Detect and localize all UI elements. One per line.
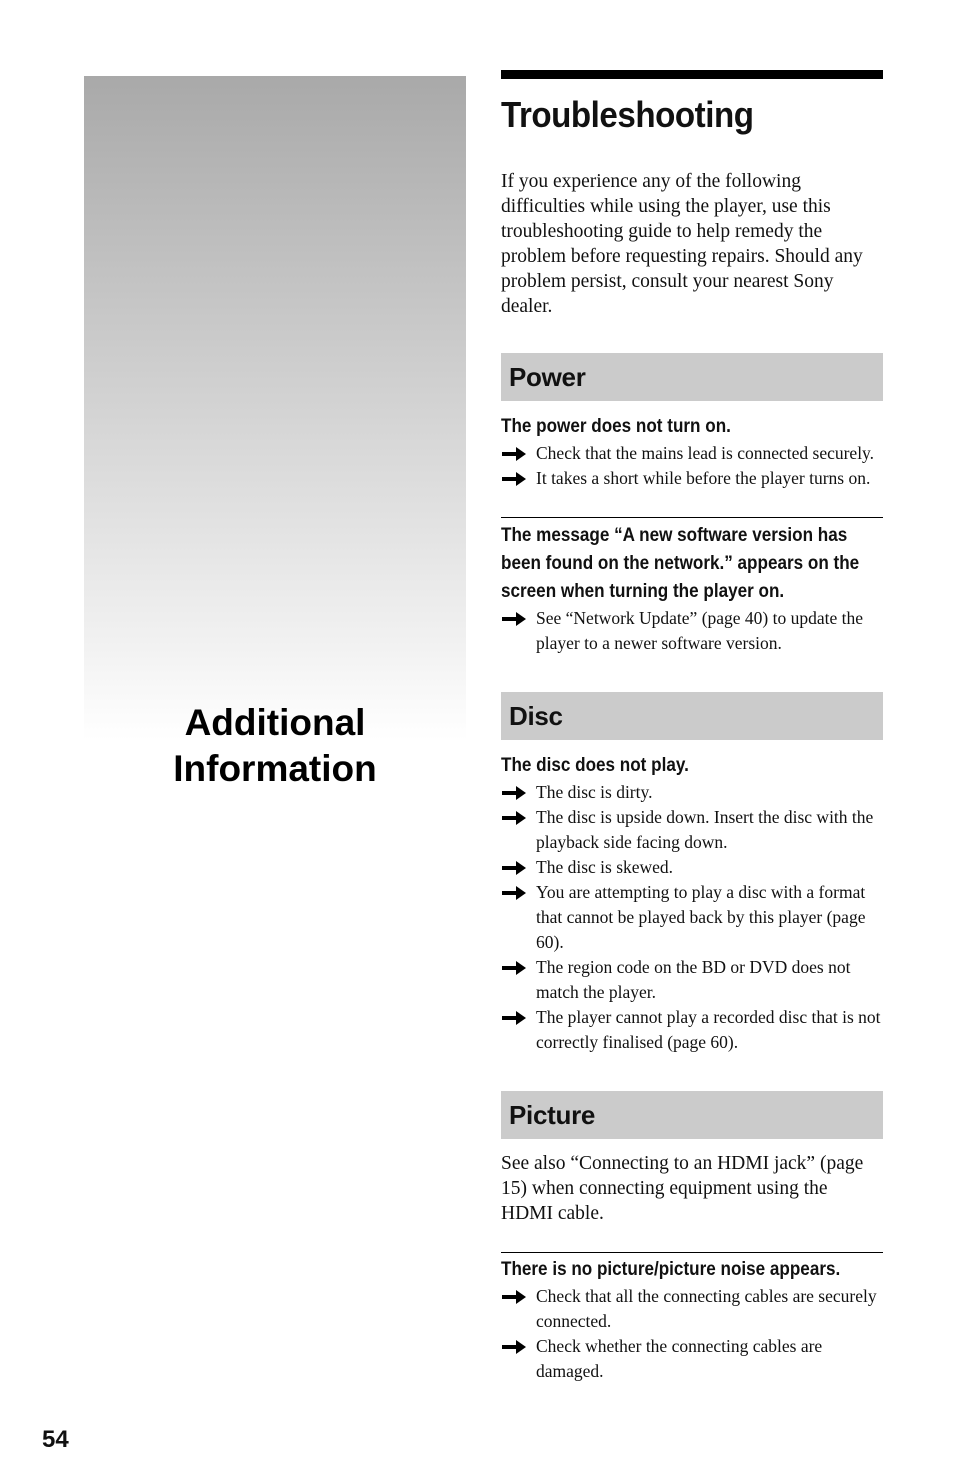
section-title-line-1: Additional: [184, 702, 366, 743]
page-title: Troubleshooting: [501, 94, 754, 135]
item-text: See “Network Update” (page 40) to update the player to a newer software version.: [536, 608, 864, 653]
list-item: [501, 441, 883, 466]
item-text: The disc is dirty.: [536, 782, 653, 802]
title-rule: [501, 70, 883, 79]
arrow-right-icon: [501, 860, 527, 876]
item-text: The region code on the BD or DVD does not match the player.: [536, 957, 851, 1002]
power-q1-title: The power does not turn on.: [501, 416, 731, 437]
picture-heading: Picture: [501, 1091, 883, 1139]
item-text: The disc is upside down. Insert the disc with the playback side facing down.: [536, 807, 874, 852]
item-text: Check that the mains lead is connected securely.: [536, 443, 875, 463]
section-tab-gradient: [84, 76, 466, 740]
item-text: The disc is skewed.: [536, 857, 674, 877]
arrow-right-icon: [501, 810, 527, 826]
list-item: [501, 855, 883, 880]
item-text: The player cannot play a recorded disc that is not correctly finalised (page 60).: [536, 1007, 881, 1052]
list-item: [501, 880, 883, 955]
list-item: [501, 1334, 883, 1384]
item-text: Check whether the connecting cables are damaged.: [536, 1336, 823, 1381]
arrow-right-icon: [501, 611, 527, 627]
list-item: [501, 466, 883, 491]
power-heading: Power: [501, 353, 883, 401]
picture-q1-title: There is no picture/picture noise appears.: [501, 1259, 841, 1280]
list-item: [501, 805, 883, 855]
page-number: 54: [42, 1426, 69, 1453]
list-item: [501, 955, 883, 1005]
picture-intro: See also “Connecting to an HDMI jack” (page 15) when connecting equipment using the HDMI cable.: [501, 1153, 864, 1224]
arrow-right-icon: [501, 446, 527, 462]
arrow-right-icon: [501, 471, 527, 487]
section-title-line-2: Information: [173, 748, 377, 789]
list-item: [501, 1005, 883, 1055]
item-text: It takes a short while before the player turns on.: [536, 468, 871, 488]
arrow-right-icon: [501, 1339, 527, 1355]
arrow-right-icon: [501, 885, 527, 901]
arrow-right-icon: [501, 960, 527, 976]
arrow-right-icon: [501, 1010, 527, 1026]
disc-q1-title: The disc does not play.: [501, 755, 689, 776]
intro-paragraph: If you experience any of the following difficulties while using the player, use this troubleshooting guide to help remedy the problem before requesting repairs. Should any problem persist, consult your nearest Sony dealer.: [501, 171, 863, 317]
power-q2-title: The message “A new software version has been found on the network.” appears on the screen when turning the player on.: [501, 525, 860, 602]
item-text: Check that all the connecting cables are securely connected.: [536, 1286, 877, 1331]
main-column: [501, 70, 883, 1384]
divider: [501, 1252, 883, 1253]
item-text: You are attempting to play a disc with a format that cannot be played back by this player (page 60).: [536, 882, 866, 952]
list-item: [501, 606, 883, 656]
section-title: [84, 700, 466, 792]
arrow-right-icon: [501, 1289, 527, 1305]
list-item: [501, 780, 883, 805]
arrow-right-icon: [501, 785, 527, 801]
disc-heading: Disc: [501, 692, 883, 740]
divider: [501, 517, 883, 518]
list-item: [501, 1284, 883, 1334]
